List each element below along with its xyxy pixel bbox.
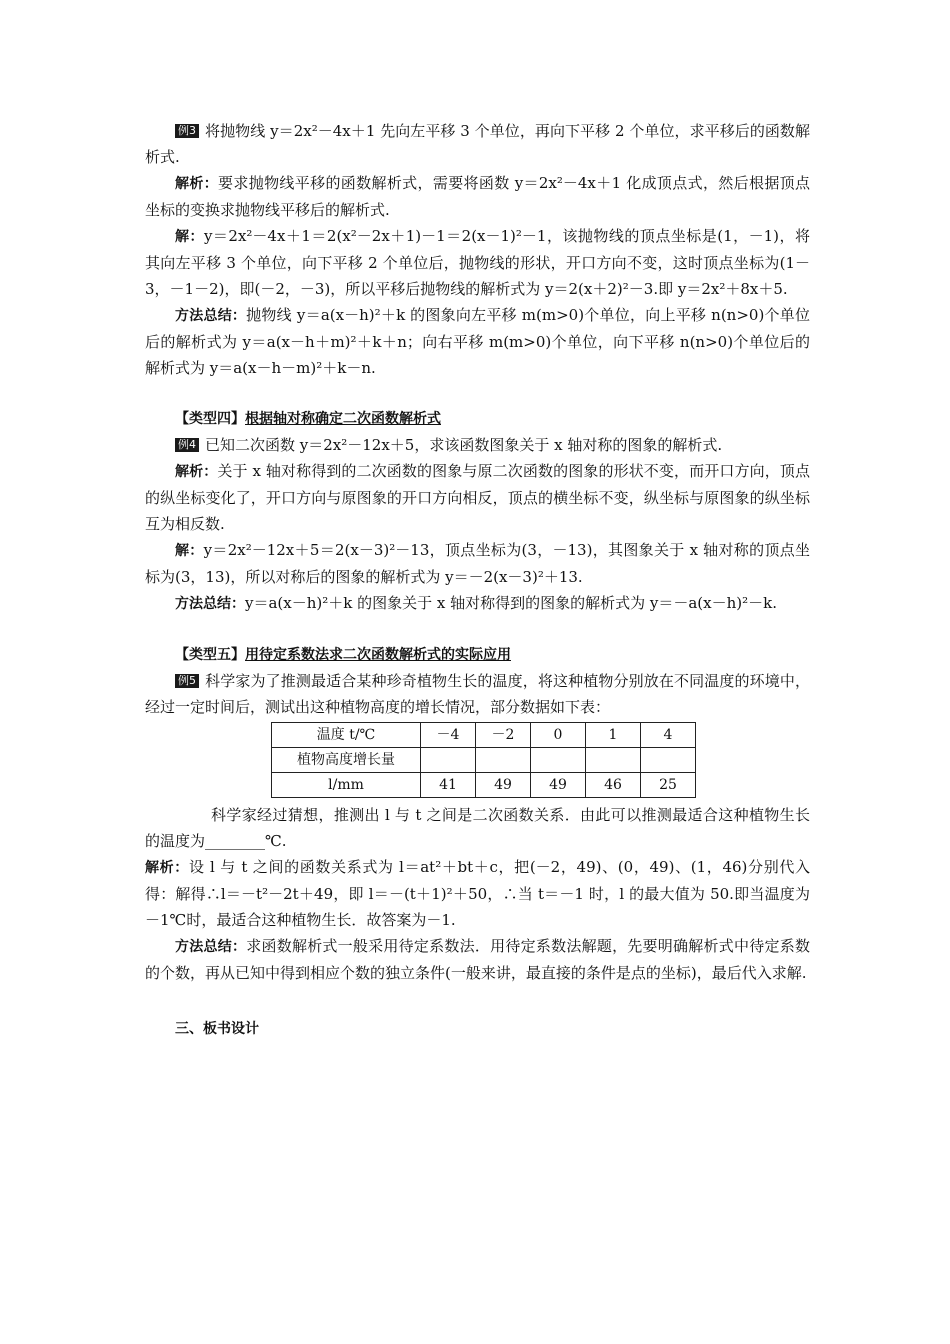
table-header-cell: 温度 t/℃	[272, 723, 421, 748]
table-cell: 1	[586, 723, 641, 748]
example-3-problem: 例3 将抛物线 y＝2x²－4x＋1 先向左平移 3 个单位，再向下平移 2 个单位，求平移后的函数解析式.	[145, 122, 810, 166]
example-5-summary: 方法总结：求函数解析式一般采用待定系数法．用待定系数法解题，先要明确解析式中待定系数的个数，再从已知中得到相应个数的独立条件(一般来讲，最直接的条件是点的坐标)，最后代入求解.	[145, 937, 810, 982]
type-5-heading: 【类型五】用待定系数法求二次函数解析式的实际应用	[175, 647, 511, 663]
table-cell: 46	[586, 773, 641, 798]
example-3-summary: 方法总结：抛物线 y＝a(x－h)²＋k 的图象向左平移 m(m>0)个单位，向上平移 n(n>0)个单位后的解析式为 y＝a(x－h＋m)²＋k＋n；向右平移 m(m>0)个单位，向下平移 n(n>0)个单位后的解析式为 y＝a(x－h－m)²＋k－n.	[145, 306, 810, 377]
table-cell: 41	[421, 773, 476, 798]
growth-table	[271, 722, 696, 798]
table-row	[272, 748, 696, 773]
table-cell	[531, 748, 586, 773]
table-cell	[586, 748, 641, 773]
table-cell: －2	[476, 723, 531, 748]
table-cell	[641, 748, 696, 773]
table-header-cell: l/mm	[272, 773, 421, 798]
table-cell: 0	[531, 723, 586, 748]
example-4-solution: 解：y＝2x²－12x＋5＝2(x－3)²－13，顶点坐标为(3，－13)，其图象关于 x 轴对称的顶点坐标为(3，13)，所以对称后的图象的解析式为 y＝－2(x－3)²＋13.	[145, 541, 810, 586]
table-header-cell: 植物高度增长量	[272, 748, 421, 773]
table-cell: 49	[476, 773, 531, 798]
type-4-heading: 【类型四】根据轴对称确定二次函数解析式	[175, 411, 441, 427]
document-page	[145, 118, 810, 1042]
example-4-summary: 方法总结：y＝a(x－h)²＋k 的图象关于 x 轴对称得到的图象的解析式为 y＝－a(x－h)²－k.	[175, 594, 777, 612]
table-cell: －4	[421, 723, 476, 748]
table-row	[272, 723, 696, 748]
example-badge: 例5	[175, 674, 199, 688]
example-4-analysis: 解析：关于 x 轴对称得到的二次函数的图象与原二次函数的图象的形状不变，而开口方向，顶点的纵坐标变化了，开口方向与原图象的开口方向相反，顶点的横坐标不变，纵坐标与原图象的纵坐标互为相反数.	[145, 462, 811, 533]
example-badge: 例4	[175, 438, 199, 452]
section-3-title: 三、板书设计	[175, 1021, 259, 1037]
example-badge: 例3	[175, 124, 199, 138]
table-cell	[421, 748, 476, 773]
table-cell	[476, 748, 531, 773]
table-cell: 4	[641, 723, 696, 748]
example-4-problem: 例4 已知二次函数 y＝2x²－12x＋5，求该函数图象关于 x 轴对称的图象的解析式.	[145, 432, 810, 458]
table-row	[272, 773, 696, 798]
example-3-analysis: 解析：要求抛物线平移的函数解析式，需要将函数 y＝2x²－4x＋1 化成顶点式，然后根据顶点坐标的变换求抛物线平移后的解析式.	[145, 174, 811, 219]
example-3-solution: 解：y＝2x²－4x＋1＝2(x²－2x＋1)－1＝2(x－1)²－1，该抛物线的顶点坐标是(1，－1)，将其向左平移 3 个单位，向下平移 2 个单位后，抛物线的形状，开口方向不变，这时顶点坐标为(1－3，－1－2)，即(－2，－3)，所以平移后抛物线的解析式为 y＝2(x＋2)²－3.即 y＝2x²＋8x＋5.	[145, 227, 810, 298]
example-5-analysis: 解析：设 l 与 t 之间的函数关系式为 l＝at²＋bt＋c，把(－2，49)、(0，49)、(1，46)分别代入得：解得∴l＝－t²－2t＋49，即 l＝－(t＋1)²＋50，∴当 t＝－1 时，l 的最大值为 50.即当温度为－1℃时，最适合这种植物生长．故答案为－1.	[145, 858, 811, 929]
table-cell: 25	[641, 773, 696, 798]
example-5-question: 科学家经过猜想，推测出 l 与 t 之间是二次函数关系．由此可以推测最适合这种植物生长的温度为________℃.	[145, 806, 810, 850]
table-cell: 49	[531, 773, 586, 798]
example-5-problem: 例5 科学家为了推测最适合某种珍奇植物生长的温度，将这种植物分别放在不同温度的环境中，经过一定时间后，测试出这种植物高度的增长情况，部分数据如下表：	[145, 672, 810, 716]
